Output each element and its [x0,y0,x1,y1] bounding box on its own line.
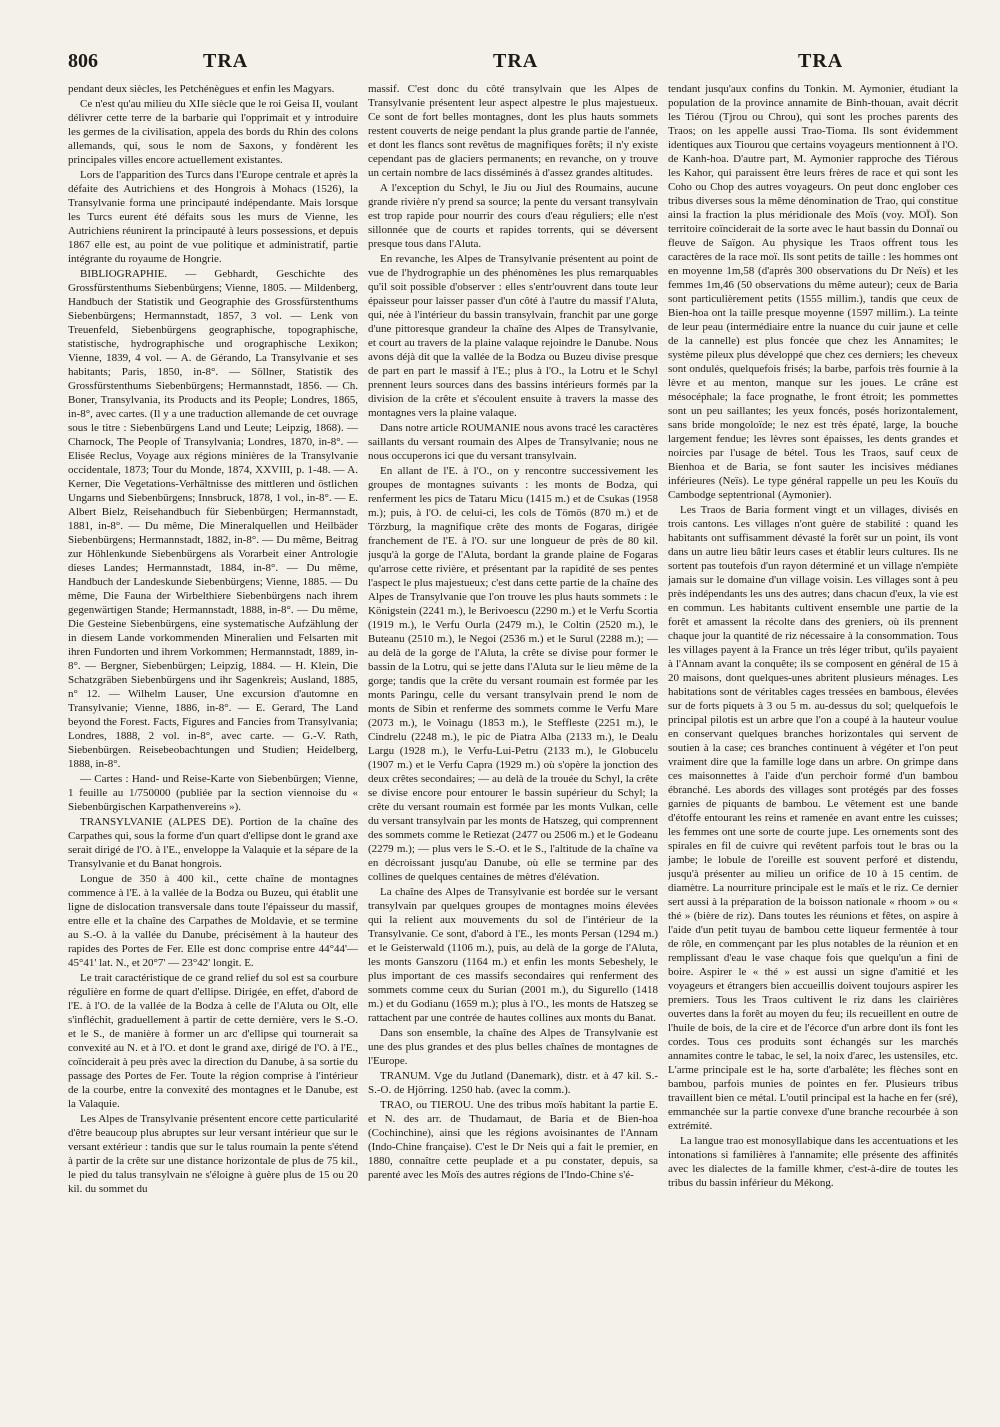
paragraph: pendant deux siècles, les Petchénègues et enfin les Magyars. [68,83,335,95]
page-header [68,50,948,80]
paragraph: La chaîne des Alpes de Transylvanie est bordée sur le versant transylvain par quelques groupes de montagnes moins élevées qui la relient aux mouvements du sol de l'intérieur de la Transylvanie. Ce sont, d'abord à l'E., les monts Persan (1294 m.) et le Geisterwald (1106 m.), puis, au delà de la gorge de l'Aluta, les monts Ganszoru (1164 m.) et enfin les monts Sebeshely, le plus important de ces massifs secondaires qui renferment des sommets comme ceux du Surian (2001 m.), du Sigurello (1418 m.) et du Godianu (1659 m.); plus à l'O., les monts de Hatszeg se rattachent par une contrée de hautes collines aux monts du Banat. [368,886,658,1024]
paragraph: Dans notre article ROUMANIE nous avons tracé les caractères saillants du versant roumain des Alpes de Transylvanie; nous ne nous occuperons ici que du versant transylvain. [368,422,658,462]
page-number: 806 [68,50,98,72]
paragraph: Longue de 350 à 400 kil., cette chaîne de montagnes commence à l'E. à la vallée de la Bodza ou Buzeu, qui établit une ligne de dislocation transversale dans toute l'épaisseur du massif, entre elle et la chaîne des Carpathes de Moldavie, et se termine au S.-O. à la vallée du Danube, précisément à la hauteur des rapides des Portes de Fer. Elle est donc comprise entre 44°44'—45°41' lat. N., et 20°7' — 23°42' longit. E. [68,873,358,969]
entry-transylvanie-alpes: TRANSYLVANIE (ALPES DE). Portion de la chaîne des Carpathes qui, sous la forme d'un quart d'ellipse dont le grand axe serait dirigé de l'O. à l'E., enveloppe la Valaquie et la sépare de la Transylvanie et du Banat hongrois. [68,816,358,870]
text-column-3 [668,82,958,1402]
paragraph: La langue trao est monosyllabique dans les accentuations et les intonations si familières à l'annamite; elle présente des affinités avec les dialectes de la famille khmer, c'est-à-dire de toutes les tribus du bassin inférieur du Mékong. [668,1135,958,1189]
paragraph: Les Alpes de Transylvanie présentent encore cette particularité d'être beaucoup plus abruptes sur leur versant intérieur que sur le versant extérieur : tandis que sur le talus roumain la pente s'étend à partir de la crête sur une distance horizontale de plus de 75 kil., le pied du talus transylvain ne s'éloigne à guère plus de 15 ou 20 kil. du sommet du [68,1113,358,1195]
paragraph: massif. C'est donc du côté transylvain que les Alpes de Transylvanie présentent leur aspect alpestre le plus majestueux. Ce sont de fort belles montagnes, dont les plus hauts sommets restent couverts de neige pendant la plus grande partie de l'année, et dont les flancs sont revêtus de magnifiques forêts; il n'y existe cependant pas de glaciers permanents; en revanche, on y trouve un certain nombre de lacs disséminés à d'assez grandes altitudes. [368,83,658,179]
paragraph: En allant de l'E. à l'O., on y rencontre successivement les groupes de montagnes suivants : les monts de Bodza, qui renferment les pics de Tataru Micu (1415 m.) et de Csukas (1958 m.); puis, à l'O. de celui-ci, les cols de Tömös (870 m.) et de Törzburg, la magnifique crête des monts de Fogaras, dirigée franchement de l'E. à l'O. sur une longueur de près de 80 kil. jusqu'à la gorge de l'Aluta, bordant la grande plaine de Fogaras qu'arrose cette rivière, et présentant par la rapidité de ses pentes l'aspect le plus majestueux; c'est dans cette partie de la chaîne des Alpes de Transylvanie que l'on trouve les plus hauts sommets : le Königstein (2241 m.), le Berivoescu (2290 m.) et le Verfu Scortia (1919 m.), le Verfu Ourla (2479 m.), le Coltin (2520 m.), le Buteanu (2510 m.), le Negoi (2536 m.) et le Surul (2288 m.); — au delà de la gorge de l'Aluta, la crête se divise pour former le bassin de la Lotru, qui se jette dans l'Aluta sur le lieu même de la gorge; tandis que la crête du versant roumain est formée par les monts Paringu, celle du versant transylvain prend le nom de monts de Sibin et renferme des sommets comme le Verfu Mare (2073 m.), le Voinagu (1853 m.), le Steffleste (2251 m.), le Cindrelu (2248 m.), le pic de Piatra Alba (2133 m.), le Dealu Largu (1928 m.), le Verfu-Lui-Petru (2133 m.), le Globucelu (1907 m.) et le Verfu Capra (1929 m.) où s'opère la jonction des deux crêtes secondaires; — au delà de la trouée du Schyl, la crête se divise encore pour entourer le bassin supérieur du Schyl; la crête du versant roumain est formée par les monts Vulkan, celle du versant transylvain par les monts de Hatszeg, qui comprennent des sommets comme le Retiezat (2477 ou 2506 m.) et le Godeanu (2279 m.); — plus vers le S.-O. et le S., l'altitude de la chaîne va en décroissant jusqu'au Danube, où elle se termine par des collines de quelques centaines de mètres d'élévation. [368,465,658,883]
running-head-left: TRA [203,50,249,72]
paragraph: Le trait caractéristique de ce grand relief du sol est sa courbure régulière en forme de quart d'ellipse. Dirigée, en effet, d'abord de l'E. à l'O. de la vallée de la Bodza à celle de l'Aluta ou Olt, elle s'infléchit, graduellement à partir de cette dernière, vers le S.-O. et le S., de manière à former un arc d'ellipse qui tournerait sa convexité au N. et à l'O. et dont le grand axe, dirigé de l'O. à l'E., coïnciderait à peu près avec la direction du Danube, à sa sortie du passage des Portes de Fer. Toute la région comprise à l'intérieur de la courbe, entre la convexité des montagnes et le Danube, est la Valaquie. [68,972,358,1110]
paragraph: En revanche, les Alpes de Transylvanie présentent au point de vue de l'hydrographie un des phénomènes les plus remarquables qu'il soit possible d'observer : elles s'entr'ouvrent dans toute leur épaisseur pour laisser passer d'un côté à l'autre du massif l'Aluta, qui, née à l'intérieur du bassin transylvain, franchit par une gorge d'une pittoresque grandeur la chaîne des Alpes de Transylvanie, et court au travers de la plaine valaque rejoindre le Danube. Nous avons déjà dit que la vallée de la Bodza ou Buzeu divise presque de part en part le massif à l'E.; plus à l'O., la Lotru et le Schyl prennent leurs sources dans des bassins intérieurs formés par la division de la crête et s'écoulent ensuite à travers la masse des montagnes vers la plaine valaque. [368,253,658,419]
paragraph: A l'exception du Schyl, le Jiu ou Jiul des Roumains, aucune grande rivière n'y prend sa source; la pente du versant transylvain est trop rapide pour nourrir des cours d'eau réguliers; elle n'est sillonnée que de courts et rapides torrents, qui se déversent presque tous dans l'Aluta. [368,182,658,250]
entry-tranum: TRANUM. Vge du Jutland (Danemark), distr. et à 47 kil. S.-S.-O. de Hjörring. 1250 hab. (avec la comm.). [368,1070,658,1096]
paragraph: tendant jusqu'aux confins du Tonkin. M. Aymonier, étudiant la population de la province annamite de Binh-thouan, avait décrit les Tiérou (Tjrou ou Chrou), qui sont les proches parents des Traos; on les appelle aussi Trao-Tioma. Ils sont évidemment identiques aux Tiourou que certains voyageurs mentionnent à l'O. de Kanh-hoa. D'autre part, M. Aymonier rapproche des Tiérous les Kahor, qui paraissent être leurs frères de race et qui sont les Coho ou Chop des autres voyageurs. On peut donc englober ces tribus diverses sous la même dénomination de Trao, qui constitue ainsi la fraction la plus méridionale des Moïs (voy. MOÏ). Son territoire coïnciderait de la sorte avec le haut bassin du Donnaï ou fleuve de Saïgon. Au physique les Traos offrent tous les caractères de la race moï. Ils sont petits de taille : les hommes ont en moyenne 1m,58 (d'après 300 observations du Dr Neïs) et les femmes 1m,46 (50 observations du même auteur); ceux de Baria sont particulièrement petits (1555 millim.), tandis que ceux de Bien-hoa ont la taille presque moyenne (1597 millim.). La teinte de leur peau (intermédiaire entre la nuance du cuir jaune et celle de la cannelle) est plus foncée que chez les Annamites; le système pileux plus développé que chez ces derniers; les cheveux sont ondulés, quelquefois frisés; la barbe, parfois très fournie à la lèvre et au menton, manque sur les joues. Le crâne est mésocéphale; la face prognathe, le front étroit; les pommettes sont un peu saillantes; les yeux foncés, posés horizontalement, sans bride mongoloïde; le nez est très épaté, large, la bouche largement fendue; les lèvres sont épaisses, les dents grandes et noircies par l'usage de bétel. Tous les Traos, sauf ceux de Bienhoa et de Baria, se font sauter les incisives médianes inférieures (Neïs). Le type général rappelle un peu les Kouïs du Cambodge septentrional (Aymonier). [668,83,958,501]
paragraph: Dans son ensemble, la chaîne des Alpes de Transylvanie est une des plus grandes et des plus belles chaînes de montagnes de l'Europe. [368,1027,658,1067]
paragraph: Les Traos de Baria forment vingt et un villages, divisés en trois cantons. Les villages n'ont guère de stabilité : quand les habitants ont suffisamment dévasté la forêt sur un point, ils vont dans un autre lieu bâtir leurs cases et établir leurs cultures. Ils ne sortent pas toutefois d'un rayon déterminé et un village n'empiète jamais sur le domaine d'un village voisin. Les villages sont à peu près indépendants les uns des autres; dans chacun d'eux, la vie est en commun. Les habitants cultivent ensemble une partie de la forêt et amassent la récolte dans des greniers, où ils prennent chaque jour la quantité de riz nécessaire à la consommation. Tous les villages payent à la France un très léger tribut, qu'ils payaient à l'Annam avant la conquête; ils se composent en général de 15 à 20 maisons, dont quelques-unes abritent plusieurs ménages. Les habitations sont de véritables cages tressées en bambous, élevées sur de forts piquets à 3 ou 5 m. au-dessus du sol; quelquefois le principal pilotis est un arbre que l'on a coupé à la hauteur voulue en conservant quelques branches horizontales qui servent de soutien à la case; ces branches continuent à végéter et l'on peut vraiment dire que la famille loge dans un arbre. On grimpe dans ces maisonnettes à l'aide d'un perchoir formé d'un bambou ébranché. Les abords des villages sont protégés par des fosses garnies de piquants de bambou. Le vêtement est une bande d'étoffe entourant les reins et ramenée en avant entre les cuisses; les femmes ont une sorte de courte jupe. Les ornements sont des spirales en fil de cuivre qui revêtent parfois tout le bras ou la jambe; le lobule de l'oreille est souvent perforé et distendu, jusqu'à présenter au milieu un orifice de 10 à 15 centim. de diamètre. La nourriture principale est le maïs et le riz. Ce dernier sert aussi à la préparation de la boisson nationale « rhoom » ou « thé » (bière de riz). Dans toutes les réunions et fêtes, on aspire à l'aide d'un petit tuyau de bambou cette liqueur fermentée à tour de rôle, en commençant par les plus notables de la réunion et en remplissant d'eau le vase chaque fois que quelqu'un a fini de boire. Aspirer le « thé » est aussi un signe d'amitié et les voyageurs et étrangers bien accueillis doivent toujours aspirer les premiers. Tous les Traos cultivent le riz dans les clairières ouvertes dans la forêt au moyen du feu; ils recueillent en outre de l'huile de bois, de la cire et de l'écorce d'un arbre dont ils font les cordes. Tous ces produits sont échangés sur les marchés annamites contre le tabac, le sel, la noix d'arec, les ustensiles, etc. L'arme principale est le ha, sorte d'arbalète; les flèches sont en bambou, parfois munies de pointes en fer. Plusieurs tribus travaillent bien ce métal. L'outil principal est la hache en fer (sré), emmanchée sur la partie convexe d'une branche recourbée à son extrémité. [668,504,958,1132]
running-head-right: TRA [798,50,844,72]
paragraph: Lors de l'apparition des Turcs dans l'Europe centrale et après la défaite des Autrichiens et des Hongrois à Mohacs (1526), la Transylvanie forma une principauté indépendante. Mais lorsque les Turcs eurent été défaits sous les murs de Vienne, les Autrichiens réunirent la principauté à leurs possessions, et depuis 1867 elle est, au point de vue politique et administratif, partie intégrante du royaume de Hongrie. [68,169,358,265]
text-column-1 [68,82,358,1402]
paragraph: Ce n'est qu'au milieu du XIIe siècle que le roi Geisa II, voulant délivrer cette terre de la barbarie qui l'opprimait et y introduire les germes de la civilisation, appela des bords du Rhin des colons allemands, qui, sous le nom de Saxons, y fondèrent les principales villes encore actuellement existantes. [68,98,358,166]
paragraph: — Cartes : Hand- und Reise-Karte von Siebenbürgen; Vienne, 1 feuille au 1/750000 (publiée par la section viennoise du « Siebenbürgischen Karpathenvereins »). [68,773,358,813]
entry-trao: TRAO, ou TIEROU. Une des tribus moïs habitant la partie E. et N. des arr. de Thudamaut, de Baria et de Bien-hoa (Cochinchine), ainsi que les régions avoisinantes de l'Annam (Indo-Chine française). C'est le Dr Neis qui a fait le premier, en 1880, connaître cette peuplade et a pu constater, depuis, sa parenté avec les Moïs des autres régions de l'Indo-Chine s'é- [368,1099,658,1181]
text-column-2 [368,82,658,1402]
running-head-center: TRA [493,50,539,72]
bibliography: BIBLIOGRAPHIE. — Gebhardt, Geschichte des Grossfürstenthums Siebenbürgens; Vienne, 1805. — Mildenberg, Handbuch der Statistik und Geographie des Grossfürstenthums Siebenbürgens; Hermannstadt, 1857, 3 vol. — Lenk von Treuenfeld, Siebenbürgens geographische, topographische, statistische, hydrographische und orographische Lexikon; Vienne, 1839, 4 vol. — A. de Gérando, La Transylvanie et ses habitants; Paris, 1850, in-8°. — Söllner, Statistik des Grossfürstenthums Siebenbürgens; Hermannstadt, 1856. — Ch. Boner, Transylvania, its Products and its People; Londres, 1865, in-8°, avec cartes. (Il y a une traduction allemande de cet ouvrage sous le titre : Siebenbürgens Land und Leute; Leipzig, 1868). — Charnock, The People of Transylvania; Londres, 1870, in-8°. — Elisée Reclus, Voyage aux régions minières de la Transylvanie occidentale, 1873; Tour du Monde, 1874, XXVIII, p. 1-48. — A. Kerner, Die Vegetations-Verhältnisse des mittleren und östlichen Ungarns und Siebenbürgens; Innsbruck, 1878, 1 vol., in-8°. — E. Albert Bielz, Reisehandbuch für Siebenbürgen; Hermannstadt, 1881, in-8°. — Du même, Die Mineralquellen und Heilbäder Siebenbürgens; Hermannstadt, 1882, in-8°. — Du même, Beitrag zur Höhlenkunde Siebenbürgens als Vorarbeit einer Antrologie dieses Landes; Hermannstadt, 1884, in-8°. — Du même, Handbuch der Landeskunde Siebenbürgens; Vienne, 1885. — Du même, Die Fauna der Wirbelthiere Siebenbürgens nach ihrem gegenwärtigen Stande; Hermannstadt, 1888, in-8°. — Du même, Die Gesteine Siebenbürgens, eine systematische Aufzählung der in diesem Lande vorkommenden Mineralien und Felsarten mit ihren Fundorten und ihrem Vorkommen; Hermannstadt, 1889, in-8°. — Bergner, Siebenbürgen; Leipzig, 1884. — H. Klein, Die Schatzgräben Siebenbürgens und ihr Sagenkreis; Ausland, 1885, n° 12. — Wilhelm Lauser, Une excursion d'automne en Transylvanie; Vienne, 1886, in-8°. — E. Gerard, The Land beyond the Forest. Facts, Figures and Fancies from Transylvania; Londres, 1888, 2 vol. in-8°, avec carte. — G.-V. Rath, Siebenbürgen. Reisebeobachtungen und Studien; Heidelberg, 1888, in-8°. [68,268,358,770]
